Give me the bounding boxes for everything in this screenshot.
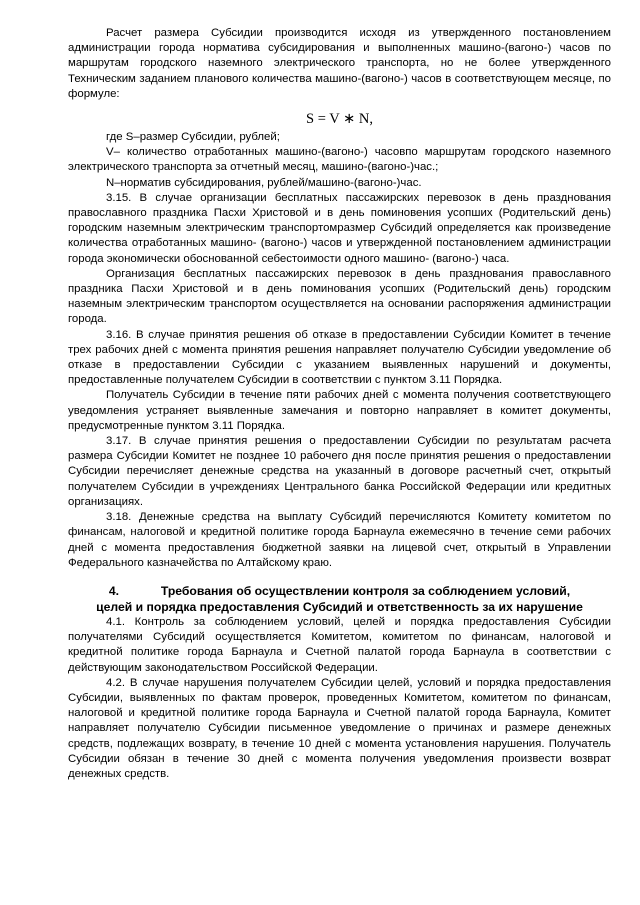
paragraph-4-2: 4.2. В случае нарушения получателем Субсидии целей, условий и порядка предоставления Субсидии, выявленных по фактам проверок, проведенных Комитетом, комитетом по финансам, налоговой и кредитной политике города Барнаула и Счетной палатой города Барнаула, Комитет направляет получателю Субсидии письменное уведомление о причинах и размере денежных средств, подлежащих возврату, в течение 10 дней с момента установления нарушения. Получатель Субсидии обязан в течение 30 дней с момента получения уведомления произвести возврат денежных средств. (68, 676, 611, 780)
section-4-heading (68, 583, 611, 615)
paragraph-3-18: 3.18. Денежные средства на выплату Субсидий перечисляются Комитету комитетом по финансам, налоговой и кредитной политике города Барнаула ежемесячно в течение семи рабочих дней с момента предоставления бюджетной заявки на лицевой счет, открытый в Управлении Федерального казначейства по Алтайскому краю. (68, 511, 611, 569)
section-title-line1: Требования об осуществлении контроля за соблюдением условий, (160, 583, 571, 598)
section-number: 4. (108, 583, 120, 598)
formula: S = V ∗ N, (306, 111, 373, 128)
section-4-heading-line1 (68, 583, 611, 599)
paragraph-3-15: 3.15. В случае организации бесплатных пассажирских перевозок в день празднования православного праздника Пасхи Христовой и в день поминовения усопших (Родительский день) городским наземным электрическим транспортомразмер Субсидий определяется как произведение количества отработанных машино- (вагоно-) часов и утвержденной постановлением администрации города экономически обоснованной себестоимости одного машино- (вагоно-) часа. (68, 191, 611, 265)
definition-v: V– количество отработанных машино-(вагоно-) часовпо маршрутам городского наземного электрического транспорта за отчетный месяц, машино-(вагоно-)час.; (68, 146, 611, 174)
definition-s: где S–размер Субсидии, рублей; (106, 131, 280, 144)
paragraph-3-15-free-transport: Организация бесплатных пассажирских перевозок в день празднования православного праздника Пасхи Христовой и в день поминования усопших (Родительский день) городским наземным электрическим транспортом осуществляется на основании распоряжения администрации города. (68, 267, 611, 326)
paragraph-3-16: 3.16. В случае принятия решения об отказе в предоставлении Субсидии Комитет в течение трех рабочих дней с момента принятия решения направляет получателю Субсидии уведомление об отказе в предоставлении Субсидии с указанием выявленных нарушений и документы, предоставленные получателем Субсидии в соответствии с пунктом 3.11 Порядка. (68, 328, 611, 387)
paragraph-3-17: 3.17. В случае принятия решения о предоставлении Субсидии по результатам расчета размера Субсидии Комитет не позднее 10 рабочего дня после принятия решения о предоставлении Субсидии перечисляет денежные средства на указанный в договоре расчетный счет, открытый получателем Субсидии в учреждениях Центрального банка Российской Федерации или кредитных организациях. (68, 435, 611, 508)
section-title-line2: целей и порядка предоставления Субсидий и ответственность за их нарушение (96, 599, 583, 614)
definition-n: N–норматив субсидирования, рублей/машино-(вагоно-)час. (106, 176, 422, 189)
paragraph-3-16-resubmission: Получатель Субсидии в течение пяти рабочих дней с момента получения соответствующего уведомления устраняет выявленные замечания и повторно направляет в комитет документы, предусмотренные пунктом 3.11 Порядка. (68, 389, 611, 432)
paragraph-4-1: 4.1. Контроль за соблюдением условий, целей и порядка предоставления Субсидии получателями Субсидий осуществляется Комитетом, комитетом по финансам, налоговой и кредитной политике города Барнаула и Счетной палатой города Барнаула в соответствии с действующим законодательством Российской Федерации. (68, 615, 611, 674)
paragraph-calculation: Расчет размера Субсидии производится исходя из утвержденного постановлением администрации города норматива субсидирования и выполненных машино-(вагоно-) часов по маршрутам городского наземного электрического транспорта, но не более утвержденного Техническим заданием планового количества машино-(вагоно-) часов в соответствующем месяце, по формуле: (68, 27, 611, 100)
